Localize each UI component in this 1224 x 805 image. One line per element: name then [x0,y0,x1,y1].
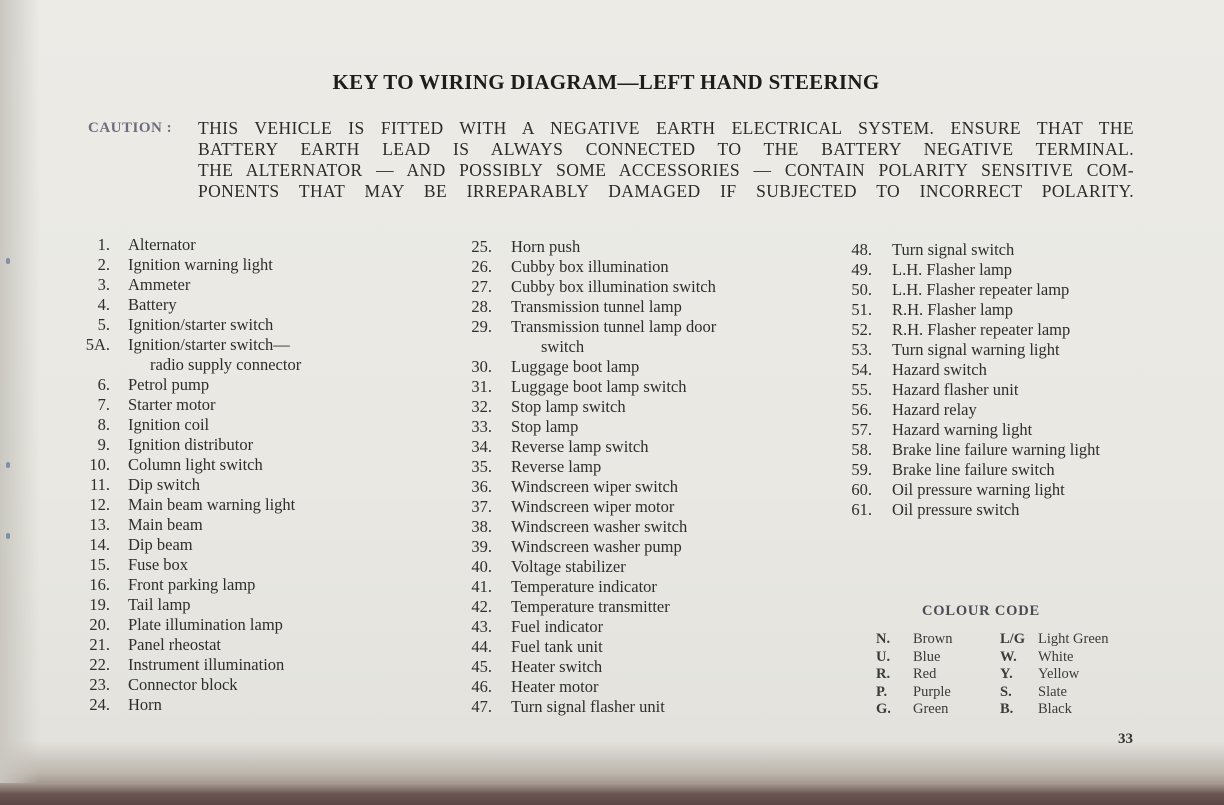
key-item [86,515,346,535]
key-item [462,417,762,437]
key-item-label-text: Tail lamp [128,595,191,614]
key-item-number: 39. [471,537,492,556]
key-item-label-text: Windscreen wiper switch [511,477,679,496]
key-item-number: 51. [851,300,872,319]
key-item [86,255,346,275]
key-item-number: 52. [851,320,872,339]
key-item-label [511,697,665,717]
key-item-label-text: Connector block [128,675,238,694]
key-item [842,420,1142,440]
key-item-label [128,575,255,595]
key-item [86,375,346,395]
key-item-label-text: Transmission tunnel lamp door [511,317,717,336]
key-item-label-text: Instrument illumination [128,655,285,674]
key-item-label [511,597,670,617]
colour-code-letter: Y. [1000,666,1013,682]
key-item-label [128,475,200,495]
key-item-label [892,240,1014,260]
key-item-label [511,457,601,477]
key-item [86,575,346,595]
key-item-label [128,515,203,535]
key-item-label [511,257,669,277]
key-item-label [511,317,716,357]
key-item [86,395,346,415]
key-item-label [511,237,580,257]
key-item-label-text: Oil pressure warning light [892,480,1065,499]
colour-code-row [876,701,1136,719]
key-item [462,677,762,697]
key-item-label-text: Battery [128,295,177,314]
key-item [86,295,346,315]
key-item-label [128,675,238,695]
key-item-label [511,377,687,397]
key-item-label-text: Heater switch [511,657,603,676]
key-item-label-text: Windscreen washer switch [511,517,688,536]
key-item [86,555,346,575]
key-item-number: 50. [851,280,872,299]
key-item [462,237,762,257]
key-item-label [511,417,578,437]
key-item-label-text: Voltage stabilizer [511,557,626,576]
key-item-label-text: Oil pressure switch [892,500,1020,519]
key-item-label [892,280,1069,300]
key-item-number: 5. [97,315,110,334]
colour-name: Red [913,666,937,682]
margin-mark [6,258,10,264]
key-item-number: 11. [89,475,110,494]
colour-code-letter: N. [876,631,891,647]
key-item-label [892,260,1012,280]
key-item [462,557,762,577]
key-item-label-text: Hazard warning light [892,420,1033,439]
caution-line: THE ALTERNATOR — AND POSSIBLY SOME ACCESSORIES — CONTAIN POLARITY SENSITIVE COM- [198,160,1134,180]
key-item-number: 29. [471,317,492,336]
colour-code-letter: S. [1000,683,1012,700]
key-item-label-text: Luggage boot lamp [511,357,640,376]
key-item-label [511,437,648,457]
key-item-number: 8. [97,415,110,434]
key-item-number: 10. [89,455,110,474]
key-item-number: 33. [471,417,492,436]
key-item-label-text: Fuel indicator [511,617,604,636]
caution-line: THIS VEHICLE IS FITTED WITH A NEGATIVE EARTH ELECTRICAL SYSTEM. ENSURE THAT THE [198,118,1134,138]
key-item-label-text: Turn signal warning light [892,340,1060,359]
key-item-label-text: Turn signal switch [892,240,1015,259]
key-item [462,577,762,597]
colour-name: White [1038,648,1074,665]
key-item [86,335,346,375]
key-item [86,275,346,295]
key-item-label [892,300,1013,320]
key-item [86,235,346,255]
key-item-number: 12. [89,495,110,514]
key-item-number: 48. [851,240,872,259]
key-item-label-text: Column light switch [128,455,263,474]
key-item-label-text: Ammeter [128,275,191,294]
colour-code-table [876,631,1136,719]
key-item-label-text: Temperature transmitter [511,597,670,616]
key-item-label-text: Reverse lamp switch [511,437,649,456]
key-item-number: 42. [471,597,492,616]
key-item-number: 2. [97,255,110,274]
key-item-label [511,397,626,417]
key-item-label [511,577,657,597]
key-item [86,455,346,475]
key-item-label-text: Luggage boot lamp switch [511,377,687,396]
key-item-label-text: Plate illumination lamp [128,615,283,634]
key-item [842,440,1142,460]
key-item-number: 44. [471,637,492,656]
key-item [842,240,1142,260]
key-item-label-text: Main beam [128,515,203,534]
key-item-label [128,695,162,715]
key-item-label-text: Main beam warning light [128,495,296,514]
key-item-number: 22. [89,655,110,674]
key-item-label [511,677,599,697]
key-item-label [511,497,674,517]
key-item-number: 3. [97,275,110,294]
key-item-number: 43. [471,617,492,636]
key-item-number: 7. [97,395,110,414]
key-item-number: 30. [471,357,492,376]
key-item-label [128,235,196,255]
key-item-number: 31. [471,377,492,396]
key-item-number: 32. [471,397,492,416]
caution-line: BATTERY EARTH LEAD IS ALWAYS CONNECTED TO THE BATTERY NEGATIVE TERMINAL. [198,139,1134,159]
key-item [842,400,1142,420]
key-item [86,535,346,555]
key-item-number: 58. [851,440,872,459]
key-item-label [511,517,687,537]
key-item-label-text: Dip switch [128,475,200,494]
key-item-label-text: Dip beam [128,535,193,554]
key-item-number: 38. [471,517,492,536]
key-item-label-text: Horn push [511,237,581,256]
page-number: 33 [1118,731,1133,747]
key-item-label [128,315,273,335]
key-item-label-text: Temperature indicator [511,577,657,596]
key-item-number: 41. [471,577,492,596]
key-item-label-text: Fuse box [128,555,189,574]
key-item [462,477,762,497]
colour-name: Green [913,701,949,717]
page-gutter-shadow [0,0,40,805]
key-item-label [128,335,301,375]
key-item [842,340,1142,360]
key-item-label [511,277,716,297]
key-item-label-text: Stop lamp [511,417,579,436]
key-item-label-text: Petrol pump [128,375,210,394]
key-item-label [128,295,177,315]
key-item-label [128,435,253,455]
colour-code-row [876,631,1136,649]
key-item-continuation: switch [541,337,585,356]
key-item-number: 1. [97,235,110,254]
key-item-label-text: Starter motor [128,395,216,414]
key-item [462,397,762,417]
key-item-label [892,500,1019,520]
key-item [842,460,1142,480]
key-item-label-text: Fuel tank unit [511,637,603,656]
key-item-label [892,340,1060,360]
colour-code-row [876,684,1136,702]
key-item-label-text: L.H. Flasher repeater lamp [892,280,1070,299]
key-item-number: 34. [471,437,492,456]
key-item-label [892,480,1065,500]
key-item-number: 37. [471,497,492,516]
key-item [86,475,346,495]
key-item-label [128,375,209,395]
key-item-label-text: Hazard switch [892,360,987,379]
key-item-number: 5A. [85,335,110,354]
key-item-number: 20. [89,615,110,634]
key-item-label-text: Brake line failure switch [892,460,1055,479]
key-item-label [892,320,1070,340]
key-item-number: 56. [851,400,872,419]
key-item [86,695,346,715]
key-item-label [892,420,1032,440]
colour-name: Blue [913,648,941,665]
key-item-number: 26. [471,257,492,276]
key-item-label [511,297,682,317]
colour-code-letter: W. [1000,648,1017,665]
key-item-label [128,495,295,515]
key-item-number: 60. [851,480,872,499]
key-item-number: 24. [89,695,110,714]
key-item-number: 4. [97,295,110,314]
key-item-label-text: Ignition/starter switch [128,315,274,334]
page-bottom-edge [0,783,1224,805]
key-item-label-text: Brake line failure warning light [892,440,1101,459]
key-item-label [128,635,221,655]
key-item-number: 35. [471,457,492,476]
colour-code-row [876,649,1136,667]
key-item [462,277,762,297]
colour-code-letter: R. [876,666,891,682]
key-item-label-text: Stop lamp switch [511,397,626,416]
margin-mark [6,462,10,468]
key-item [462,657,762,677]
colour-name: Brown [913,631,953,647]
key-item [462,497,762,517]
key-item-label [128,455,263,475]
colour-code-letter: P. [876,683,888,700]
key-item-label [128,595,191,615]
key-item-label [128,615,283,635]
key-item-label-text: Cubby box illumination switch [511,277,716,296]
key-item-number: 53. [851,340,872,359]
colour-code-letter: B. [1000,701,1014,717]
key-item-label [892,360,987,380]
key-item-label [511,477,678,497]
key-item-number: 16. [89,575,110,594]
key-item-label-text: Panel rheostat [128,635,222,654]
key-item-number: 36. [471,477,492,496]
key-item-label-text: Ignition/starter switch— [128,335,290,354]
key-item [462,537,762,557]
key-item-label-text: Hazard flasher unit [892,380,1019,399]
key-item [842,500,1142,520]
key-item [86,655,346,675]
key-item-number: 25. [471,237,492,256]
key-item [462,517,762,537]
caution-label: CAUTION : [88,120,173,136]
colour-name: Slate [1038,683,1067,700]
key-item-label-text: R.H. Flasher repeater lamp [892,320,1071,339]
key-item [462,697,762,717]
key-column-3 [842,240,1142,520]
key-item-label-text: Windscreen washer pump [511,537,682,556]
key-item [86,495,346,515]
key-item-number: 19. [89,595,110,614]
key-column-1 [86,235,346,715]
colour-code-letter: L/G [1000,631,1025,647]
key-item-label-text: Front parking lamp [128,575,256,594]
key-item-label [511,537,682,557]
key-item-label-text: Heater motor [511,677,599,696]
key-item-number: 6. [97,375,110,394]
key-item-label-text: R.H. Flasher lamp [892,300,1013,319]
key-item-label-text: Reverse lamp [511,457,602,476]
key-item-label-text: Ignition warning light [128,255,273,274]
key-item-number: 47. [471,697,492,716]
key-item [462,437,762,457]
key-item-number: 21. [89,635,110,654]
key-item [842,480,1142,500]
key-item-number: 61. [851,500,872,519]
key-item [842,280,1142,300]
key-item-label [511,357,639,377]
key-item-number: 9. [97,435,110,454]
margin-mark [6,533,10,539]
key-item [86,315,346,335]
key-item-label-text: Alternator [128,235,196,254]
key-item-label [128,655,284,675]
key-item-number: 28. [471,297,492,316]
key-item [86,675,346,695]
key-item-label-text: Ignition coil [128,415,210,434]
key-item-number: 14. [89,535,110,554]
key-column-2 [462,237,762,717]
key-item-number: 23. [89,675,110,694]
key-item-label [892,460,1055,480]
colour-name: Purple [913,683,951,700]
colour-code-letter: U. [876,648,891,665]
key-item-label-text: Horn [128,695,162,714]
key-item [462,597,762,617]
colour-code-letter: G. [876,701,891,717]
key-item [462,257,762,277]
key-item [86,615,346,635]
key-item [86,415,346,435]
key-item [842,300,1142,320]
key-item-label [128,255,273,275]
key-item-label-text: Windscreen wiper motor [511,497,675,516]
page-title: KEY TO WIRING DIAGRAM—LEFT HAND STEERING [332,70,880,94]
key-item-label [128,395,216,415]
key-item-number: 46. [471,677,492,696]
key-item [462,297,762,317]
key-item-label [128,275,190,295]
key-item [462,617,762,637]
colour-code-title: COLOUR CODE [922,603,1040,619]
key-item-number: 40. [471,557,492,576]
colour-code-row [876,666,1136,684]
key-item [86,635,346,655]
caution-text [198,118,1134,202]
key-item-label [892,400,977,420]
key-item-label-text: Cubby box illumination [511,257,669,276]
key-item-label-text: Ignition distributor [128,435,254,454]
key-item [842,320,1142,340]
colour-name: Light Green [1038,631,1109,647]
colour-name: Yellow [1038,666,1080,682]
key-item-label [128,415,209,435]
key-item-label [128,535,193,555]
key-item-number: 49. [851,260,872,279]
key-item-label [511,637,603,657]
key-item-number: 15. [89,555,110,574]
key-item-number: 45. [471,657,492,676]
key-item [462,377,762,397]
key-item [842,380,1142,400]
key-item-label-text: Hazard relay [892,400,977,419]
key-item [462,357,762,377]
key-item [462,637,762,657]
key-item-number: 54. [851,360,872,379]
key-item-number: 55. [851,380,872,399]
colour-name: Black [1038,701,1072,717]
key-item [842,360,1142,380]
key-item-continuation: radio supply connector [150,355,302,374]
key-item-label-text: Transmission tunnel lamp [511,297,682,316]
key-item-label [511,617,603,637]
key-item-label [892,380,1018,400]
key-item-number: 59. [851,460,872,479]
key-item-label [128,555,188,575]
key-item [86,595,346,615]
key-item-label [511,557,626,577]
key-item-number: 57. [851,420,872,439]
key-item [86,435,346,455]
key-item [462,317,762,357]
key-item [842,260,1142,280]
key-item-label [892,440,1100,460]
key-item-label-text: Turn signal flasher unit [511,697,665,716]
caution-line: PONENTS THAT MAY BE IRREPARABLY DAMAGED IF SUBJECTED TO INCORRECT POLARITY. [198,181,1134,201]
key-item-label [511,657,602,677]
key-item-number: 13. [89,515,110,534]
key-item [462,457,762,477]
key-item-label-text: L.H. Flasher lamp [892,260,1013,279]
key-item-number: 27. [471,277,492,296]
